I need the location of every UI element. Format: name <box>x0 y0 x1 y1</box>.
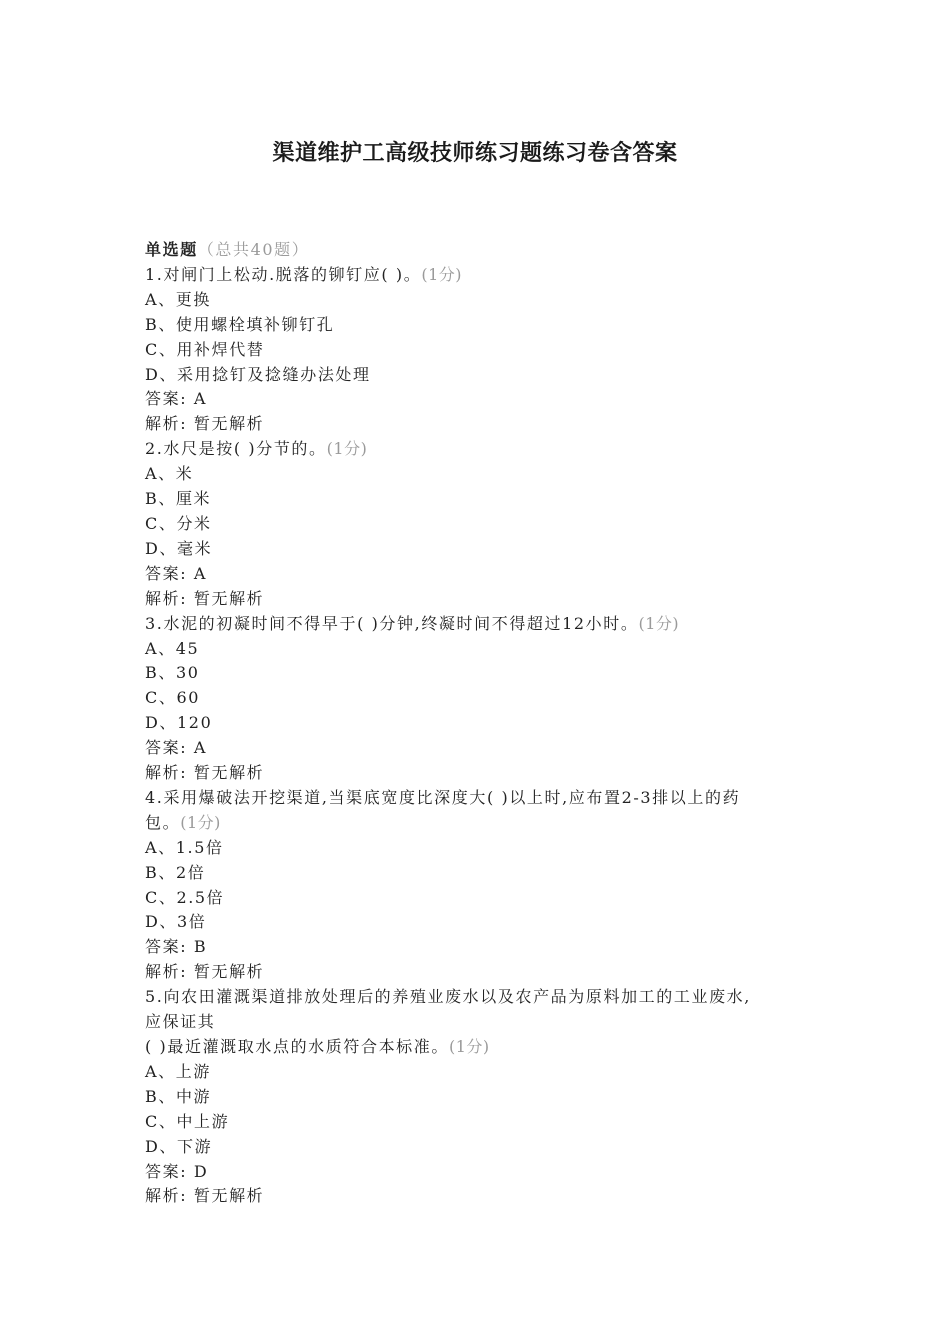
question-score: (1分) <box>448 1037 490 1056</box>
answer-line: 答案: A <box>145 389 208 409</box>
option-c: C、60 <box>145 688 201 708</box>
analysis-line: 解析: 暂无解析 <box>145 414 265 434</box>
option-a: A、上游 <box>145 1061 211 1081</box>
answer-line: 答案: A <box>145 563 208 583</box>
option-d: D、120 <box>145 713 213 733</box>
question-list <box>145 263 805 1209</box>
option-d: D、采用捻钉及捻缝办法处理 <box>145 364 371 384</box>
question-stem-line <box>145 811 805 836</box>
document-body <box>145 238 805 1209</box>
analysis-line: 解析: 暂无解析 <box>145 763 265 783</box>
option-b: B、中游 <box>145 1086 212 1106</box>
question-stem-line <box>145 1010 805 1035</box>
analysis-line: 解析: 暂无解析 <box>145 588 265 608</box>
option-b: B、使用螺栓填补铆钉孔 <box>145 314 335 334</box>
option-c: C、中上游 <box>145 1111 230 1131</box>
section-heading <box>145 238 805 263</box>
question-stem-text: 5.向农田灌溉渠道排放处理后的养殖业废水以及农产品为原料加工的工业废水, <box>145 987 751 1007</box>
option-a: A、更换 <box>145 289 211 309</box>
question-block <box>145 263 805 437</box>
analysis-line: 解析: 暂无解析 <box>145 1186 265 1206</box>
option-a: A、45 <box>145 638 200 658</box>
question-stem-line <box>145 263 805 288</box>
question-stem-text: 1.对闸门上松动.脱落的铆钉应( )。 <box>145 264 422 284</box>
answer-line: 答案: D <box>145 1161 209 1181</box>
option-d: D、毫米 <box>145 538 213 558</box>
option-c: C、2.5倍 <box>145 887 225 907</box>
question-stem-text: 2.水尺是按( )分节的。 <box>145 439 327 459</box>
document-title: 渠道维护工高级技师练习题练习卷含答案 <box>272 140 678 166</box>
question-score: (1分) <box>326 439 368 459</box>
question-stem-line <box>145 1035 805 1060</box>
option-b: B、2倍 <box>145 862 206 882</box>
question-score: (1分) <box>421 264 462 284</box>
option-a: A、1.5倍 <box>145 837 224 857</box>
question-score: (1分) <box>180 812 221 832</box>
answer-line: 答案: B <box>145 937 208 957</box>
question-stem-text: 包。 <box>145 812 181 832</box>
question-stem-line <box>145 612 805 637</box>
question-stem-line <box>145 985 805 1010</box>
question-block <box>145 437 805 611</box>
question-block <box>145 612 805 786</box>
question-stem-text: 4.采用爆破法开挖渠道,当渠底宽度比深度大( )以上时,应布置2-3排以上的药 <box>145 787 741 807</box>
question-block <box>145 985 805 1209</box>
question-stem-line <box>145 786 805 811</box>
option-d: D、3倍 <box>145 912 207 932</box>
analysis-line: 解析: 暂无解析 <box>145 962 265 982</box>
question-stem-text: 应保证其 <box>145 1012 216 1032</box>
option-a: A、米 <box>145 464 194 484</box>
answer-line: 答案: A <box>145 738 208 758</box>
option-b: B、30 <box>145 663 200 683</box>
question-stem-line <box>145 437 805 462</box>
question-score: (1分) <box>638 613 680 633</box>
option-b: B、厘米 <box>145 489 212 509</box>
question-stem-text: 3.水泥的初凝时间不得早于( )分钟,终凝时间不得超过12小时。 <box>145 613 639 633</box>
question-block <box>145 786 805 985</box>
option-d: D、下游 <box>145 1136 213 1156</box>
question-stem-text: ( )最近灌溉取水点的水质符合本标准。 <box>145 1037 449 1056</box>
option-c: C、分米 <box>145 513 212 533</box>
option-c: C、用补焊代替 <box>145 339 265 359</box>
section-label: 单选题 <box>145 240 198 259</box>
section-count-note: （总共40题） <box>197 240 310 259</box>
